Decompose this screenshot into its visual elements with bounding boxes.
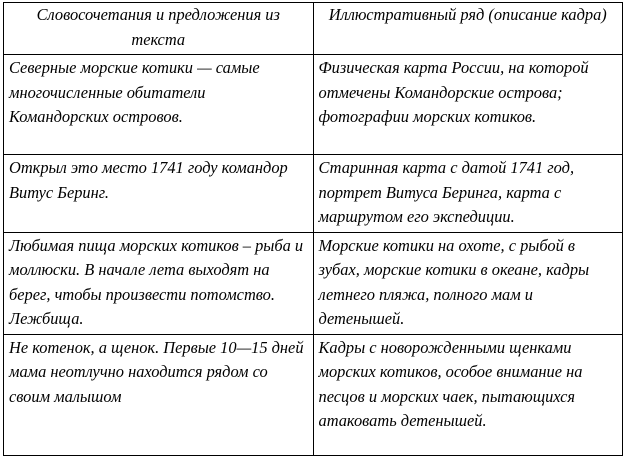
illustration-text: Кадры с новорожденными щенками морских котиков, особое внимание на песцов и морских чаек, пытающихся атаковать детенышей. [318, 337, 583, 430]
content-table [3, 2, 623, 456]
phrase-text: Не котенок, а щенок. Первые 10—15 дней мама неотлучно находится рядом со своим малышом [9, 337, 304, 406]
phrase-cell [4, 55, 314, 155]
illustration-cell [313, 232, 623, 334]
phrase-text: Любимая пища морских котиков – рыба и моллюски. В начале лета выходят на берег, чтобы произвести потомство. Лежбища. [9, 235, 304, 328]
header-illustrations [313, 3, 623, 55]
table-row [4, 334, 623, 455]
header-illustrations-text: Иллюстративный ряд (описание кадра) [328, 5, 607, 24]
illustration-cell [313, 155, 623, 233]
header-phrases [4, 3, 314, 55]
phrase-cell [4, 232, 314, 334]
header-phrases-text: Словосочетания и предложения из текста [36, 5, 280, 49]
illustration-cell [313, 55, 623, 155]
illustration-text: Морские котики на охоте, с рыбой в зубах, морские котики в океане, кадры летнего пляжа, полного мам и детенышей. [318, 235, 590, 328]
table-header-row [4, 3, 623, 55]
phrase-cell [4, 155, 314, 233]
table-row [4, 232, 623, 334]
phrase-text: Открыл это место 1741 году командор Витус Беринг. [9, 158, 288, 202]
phrase-cell [4, 334, 314, 455]
illustration-cell [313, 334, 623, 455]
illustration-text: Старинная карта с датой 1741 год, портрет Витуса Беринга, карта с маршрутом его экспедиции. [318, 158, 575, 226]
table-row [4, 155, 623, 233]
table-row [4, 55, 623, 155]
illustration-text: Физическая карта России, на которой отмечены Командорские острова; фотографии морских котиков. [318, 58, 589, 126]
phrase-text: Северные морские котики — самые многочисленные обитатели Командорских островов. [9, 58, 260, 126]
